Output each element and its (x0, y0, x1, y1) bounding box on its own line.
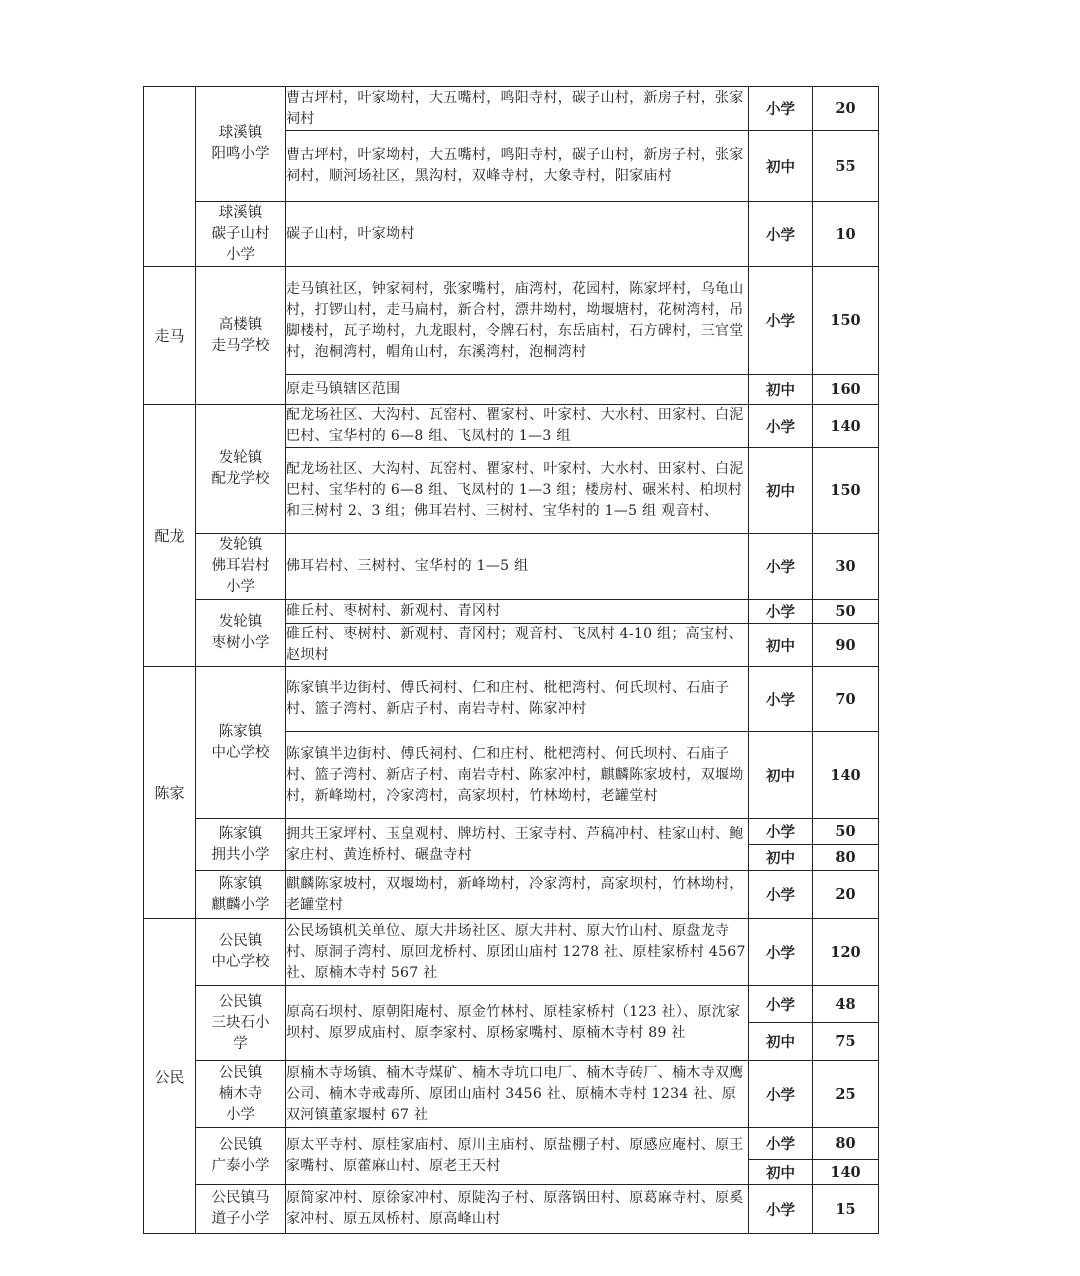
quota-cell: 80 (813, 845, 879, 871)
quota-cell: 150 (813, 448, 879, 534)
level-cell: 小学 (749, 534, 813, 600)
region-cell: 公民 (144, 919, 196, 1234)
level-cell: 小学 (749, 1128, 813, 1160)
table-row (144, 871, 879, 919)
level-cell: 小学 (749, 1185, 813, 1234)
level-cell: 小学 (749, 986, 813, 1023)
region-cell: 配龙 (144, 405, 196, 667)
school-cell: 公民镇 楠木寺 小学 (196, 1061, 286, 1128)
level-cell: 初中 (749, 845, 813, 871)
area-cell: 配龙场社区、大沟村、瓦窑村、瞿家村、叶家村、大水村、田家村、白泥巴村、宝华村的 6—8 组、飞凤村的 1—3 组；楼房村、碾米村、柏坝村和三树村 2、3 组；佛耳岩村、三树村、宝华村的 1—5 组 观音村、 (286, 448, 749, 534)
region-cell: 陈家 (144, 667, 196, 919)
area-cell: 陈家镇半边街村、傅氏祠村、仁和庄村、枇杷湾村、何氏坝村、石庙子村、篮子湾村、新店子村、南岩寺村、陈家冲村，麒麟陈家坡村，双堰坳村，新峰坳村，冷家湾村，高家坝村，竹林坳村，老罐堂村 (286, 732, 749, 819)
table-row (144, 87, 879, 131)
school-cell: 高楼镇 走马学校 (196, 267, 286, 405)
quota-cell: 150 (813, 267, 879, 375)
quota-cell: 10 (813, 202, 879, 267)
school-cell: 陈家镇 中心学校 (196, 667, 286, 819)
level-cell: 初中 (749, 1023, 813, 1061)
level-cell: 小学 (749, 819, 813, 845)
quota-cell: 160 (813, 375, 879, 405)
table-row (144, 919, 879, 986)
quota-cell: 120 (813, 919, 879, 986)
school-cell: 公民镇马 道子小学 (196, 1185, 286, 1234)
table-row (144, 667, 879, 732)
quota-cell: 20 (813, 87, 879, 131)
level-cell: 初中 (749, 375, 813, 405)
table-row (144, 1061, 879, 1128)
quota-cell: 55 (813, 131, 879, 202)
level-cell: 初中 (749, 448, 813, 534)
area-cell: 陈家镇半边街村、傅氏祠村、仁和庄村、枇杷湾村、何氏坝村、石庙子村、篮子湾村、新店子村、南岩寺村、陈家冲村 (286, 667, 749, 732)
quota-cell: 140 (813, 732, 879, 819)
level-cell: 小学 (749, 667, 813, 732)
quota-cell: 50 (813, 600, 879, 624)
school-cell: 发轮镇 佛耳岩村 小学 (196, 534, 286, 600)
quota-cell: 50 (813, 819, 879, 845)
school-cell: 球溪镇 碳子山村 小学 (196, 202, 286, 267)
school-cell: 公民镇 中心学校 (196, 919, 286, 986)
quota-cell: 25 (813, 1061, 879, 1128)
school-cell: 公民镇 广泰小学 (196, 1128, 286, 1185)
school-cell: 陈家镇 麒麟小学 (196, 871, 286, 919)
table-row (144, 986, 879, 1023)
level-cell: 小学 (749, 1061, 813, 1128)
level-cell: 小学 (749, 267, 813, 375)
area-cell: 佛耳岩村、三树村、宝华村的 1—5 组 (286, 534, 749, 600)
area-cell: 走马镇社区，钟家祠村，张家嘴村，庙湾村，花园村，陈家坪村，乌龟山村，打锣山村，走马扁村，新合村，漂井坳村，坳堰塘村，花树湾村，吊脚楼村，瓦子坳村，九龙眼村，令牌石村，东岳庙村，石方碑村，三官堂村，泡桐湾村，帽角山村，东溪湾村，泡桐湾村 (286, 267, 749, 375)
table-row (144, 534, 879, 600)
level-cell: 小学 (749, 871, 813, 919)
school-cell: 公民镇 三块石小 学 (196, 986, 286, 1061)
area-cell: 碓丘村、枣树村、新观村、青冈村；观音村、飞凤村 4-10 组；高宝村、赵坝村 (286, 624, 749, 667)
quota-cell: 20 (813, 871, 879, 919)
school-cell: 陈家镇 拥共小学 (196, 819, 286, 871)
level-cell: 小学 (749, 600, 813, 624)
table-row (144, 267, 879, 375)
area-cell: 碳子山村，叶家坳村 (286, 202, 749, 267)
area-cell: 原高石坝村、原朝阳庵村、原金竹林村、原桂家桥村（123 社）、原沈家坝村、原罗成庙村、原李家村、原杨家嘴村、原楠木寺村 89 社 (286, 986, 749, 1061)
area-cell: 拥共王家坪村、玉皇观村、牌坊村、王家寺村、芦稿冲村、桂家山村、鲍家庄村、黄连桥村、碾盘寺村 (286, 819, 749, 871)
table-row (144, 1185, 879, 1234)
table-row (144, 405, 879, 448)
quota-cell: 140 (813, 1160, 879, 1185)
area-cell: 曹古坪村，叶家坳村，大五嘴村，鸣阳寺村，碳子山村，新房子村，张家祠村 (286, 87, 749, 131)
region-cell: 走马 (144, 267, 196, 405)
level-cell: 初中 (749, 624, 813, 667)
table-row (144, 202, 879, 267)
area-cell: 配龙场社区、大沟村、瓦窑村、瞿家村、叶家村、大水村、田家村、白泥巴村、宝华村的 6—8 组、飞凤村的 1—3 组 (286, 405, 749, 448)
area-cell: 原走马镇辖区范围 (286, 375, 749, 405)
school-cell: 球溪镇 阳鸣小学 (196, 87, 286, 202)
level-cell: 小学 (749, 405, 813, 448)
area-cell: 曹古坪村，叶家坳村，大五嘴村，鸣阳寺村，碳子山村，新房子村，张家祠村，顺河场社区，黑沟村，双峰寺村，大象寺村，阳家庙村 (286, 131, 749, 202)
school-cell: 发轮镇 枣树小学 (196, 600, 286, 667)
area-cell: 原太平寺村、原桂家庙村、原川主庙村、原盐棚子村、原感应庵村、原王家嘴村、原藿麻山村、原老王天村 (286, 1128, 749, 1185)
area-cell: 麒麟陈家坡村，双堰坳村，新峰坳村，冷家湾村，高家坝村，竹林坳村，老罐堂村 (286, 871, 749, 919)
quota-cell: 140 (813, 405, 879, 448)
quota-cell: 90 (813, 624, 879, 667)
table-row (144, 1128, 879, 1160)
area-cell: 碓丘村、枣树村、新观村、青冈村 (286, 600, 749, 624)
level-cell: 初中 (749, 131, 813, 202)
region-cell (144, 87, 196, 267)
level-cell: 小学 (749, 919, 813, 986)
quota-cell: 30 (813, 534, 879, 600)
level-cell: 小学 (749, 87, 813, 131)
table-row (144, 819, 879, 845)
school-cell: 发轮镇 配龙学校 (196, 405, 286, 534)
quota-cell: 70 (813, 667, 879, 732)
quota-cell: 80 (813, 1128, 879, 1160)
area-cell: 原简家冲村、原徐家冲村、原陡沟子村、原落锅田村、原葛麻寺村、原奚家冲村、原五凤桥村、原高峰山村 (286, 1185, 749, 1234)
quota-cell: 15 (813, 1185, 879, 1234)
quota-cell: 75 (813, 1023, 879, 1061)
area-cell: 公民场镇机关单位、原大井场社区、原大井村、原大竹山村、原盘龙寺村、原洞子湾村、原回龙桥村、原团山庙村 1278 社、原桂家桥村 4567 社、原楠木寺村 567 社 (286, 919, 749, 986)
table-row (144, 600, 879, 624)
area-cell: 原楠木寺场镇、楠木寺煤矿、楠木寺坑口电厂、楠木寺砖厂、楠木寺双鹰公司、楠木寺戒毒所、原团山庙村 3456 社、原楠木寺村 1234 社、原双河镇董家堰村 67 社 (286, 1061, 749, 1128)
level-cell: 初中 (749, 732, 813, 819)
level-cell: 初中 (749, 1160, 813, 1185)
school-zone-table (143, 86, 879, 1234)
quota-cell: 48 (813, 986, 879, 1023)
level-cell: 小学 (749, 202, 813, 267)
